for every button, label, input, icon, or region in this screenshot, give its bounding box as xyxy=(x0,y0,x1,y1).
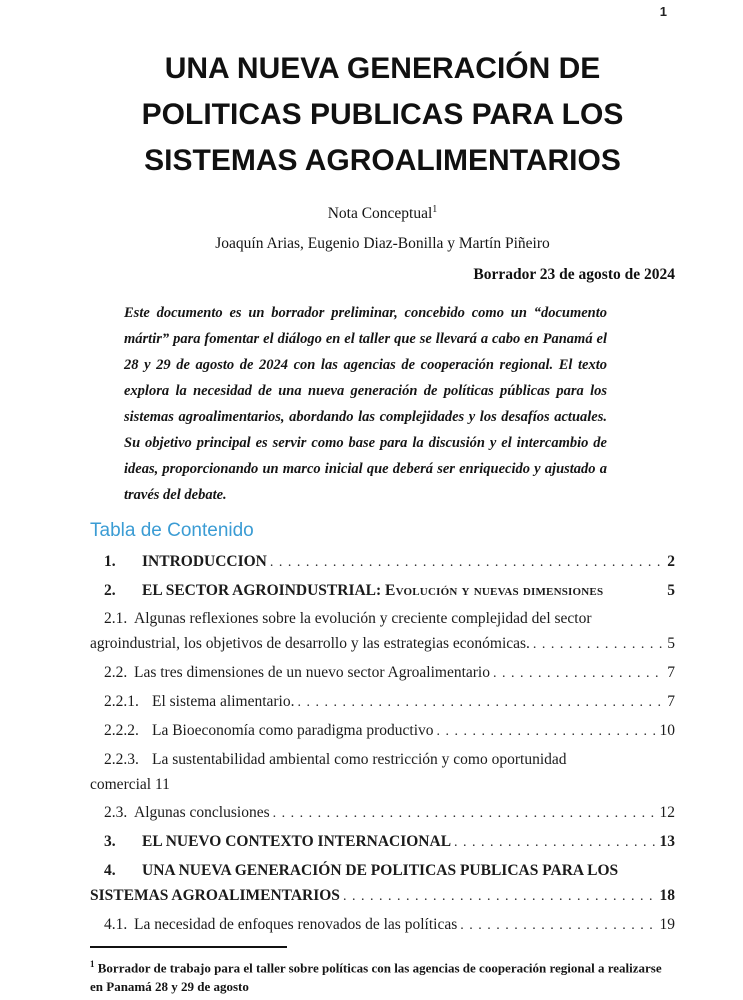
toc-entry-title-smallcaps: Evolución y nuevas dimensiones xyxy=(385,582,604,600)
table-of-contents xyxy=(90,549,675,938)
toc-entry-2-1[interactable] xyxy=(90,606,675,657)
toc-leader-dots xyxy=(493,660,664,686)
toc-entry-3[interactable] xyxy=(90,829,675,855)
toc-entry-title: La sustentabilidad ambiental como restricción y como oportunidad xyxy=(152,751,567,769)
toc-entry-page: 18 xyxy=(659,887,675,905)
toc-entry-4-1[interactable] xyxy=(90,912,675,938)
toc-entry-number: 2.2.1. xyxy=(104,693,139,711)
toc-entry-4[interactable] xyxy=(90,858,675,909)
toc-entry-title: Algunas conclusiones xyxy=(134,804,270,822)
toc-entry-title: La necesidad de enfoques renovados de las políticas xyxy=(134,916,458,934)
page-number: 1 xyxy=(659,4,667,19)
toc-entry-2-2[interactable] xyxy=(90,660,675,686)
toc-leader-dots xyxy=(460,912,656,938)
document-subtitle xyxy=(90,204,675,223)
abstract-paragraph: Este documento es un borrador preliminar, concebido como un “documento mártir” para fomentar el diálogo en el taller que se llevará a cabo en Panamá el 28 y 29 de agosto de 2024 con las agencias de cooperación regional. El texto explora la necesidad de una nueva generación de políticas públicas para los sistemas agroalimentarios, abordando las complejidades y los desafíos actuales. Su objetivo principal es servir como base para la discusión y el intercambio de ideas, proporcionando un marco inicial que deberá ser enriquecido y ajustado a través del debate. xyxy=(124,305,607,504)
toc-entry-2-3[interactable] xyxy=(90,800,675,826)
draft-date: Borrador 23 de agosto de 2024 xyxy=(473,266,675,284)
toc-entry-number: 2.1. xyxy=(104,610,128,628)
subtitle-text: Nota Conceptual xyxy=(327,205,433,223)
toc-entry-number: 2.2.2. xyxy=(104,722,139,740)
toc-entry-page: 13 xyxy=(659,833,675,851)
toc-leader-dots xyxy=(533,631,664,657)
toc-entry-2-2-2[interactable] xyxy=(90,718,675,744)
toc-entry-page: 2 xyxy=(667,553,675,571)
toc-leader-dots xyxy=(454,829,656,855)
toc-entry-number: 3. xyxy=(104,833,116,851)
toc-entry-number: 1. xyxy=(104,553,116,571)
toc-entry-page: 19 xyxy=(659,916,675,934)
footnote-body: Borrador de trabajo para el taller sobre políticas con las agencias de cooperación regional a realizarse en Panamá 28 y 29 de agosto xyxy=(90,960,662,995)
toc-entry-1[interactable] xyxy=(90,549,675,575)
toc-entry-number: 2.2. xyxy=(104,664,128,682)
document-title-line-3: SISTEMAS AGROALIMENTARIOS xyxy=(144,144,621,177)
footnote-separator-rule xyxy=(90,946,287,948)
toc-entry-number: 2. xyxy=(104,582,116,600)
document-title xyxy=(90,46,675,184)
footnote-area xyxy=(90,946,675,996)
toc-entry-title-main: EL SECTOR AGROINDUSTRIAL: xyxy=(142,582,386,600)
authors-line: Joaquín Arias, Eugenio Diaz-Bonilla y Martín Piñeiro xyxy=(215,235,550,253)
document-title-line-2: POLITICAS PUBLICAS PARA LOS xyxy=(141,98,624,131)
toc-entry-title-continued: agroindustrial, los objetivos de desarrollo y las estrategias económicas. xyxy=(90,635,530,653)
toc-entry-page: 10 xyxy=(659,722,675,740)
toc-entry-title: El sistema alimentario. xyxy=(152,693,295,711)
toc-entry-page: 12 xyxy=(659,804,675,822)
toc-entry-number: 4. xyxy=(104,862,116,880)
toc-entry-title-continued: SISTEMAS AGROALIMENTARIOS xyxy=(90,887,340,905)
footnote-text xyxy=(90,955,675,996)
toc-entry-title: La Bioeconomía como paradigma productivo xyxy=(152,722,434,740)
toc-entry-2-2-3[interactable] xyxy=(90,747,675,797)
toc-leader-dots xyxy=(437,718,657,744)
toc-leader-dots xyxy=(343,883,657,909)
toc-leader-dots xyxy=(297,689,664,715)
toc-entry-title: UNA NUEVA GENERACIÓN DE POLITICAS PUBLICAS PARA LOS xyxy=(142,862,619,880)
toc-entry-number: 2.3. xyxy=(104,804,128,822)
toc-entry-title: Las tres dimensiones de un nuevo sector Agroalimentario xyxy=(134,664,490,682)
document-title-line-1: UNA NUEVA GENERACIÓN DE xyxy=(164,52,601,85)
toc-entry-page: 5 xyxy=(667,582,675,600)
toc-entry-page: 5 xyxy=(667,635,675,653)
toc-entry-title-continued: comercial 11 xyxy=(90,776,170,794)
toc-entry-page: 7 xyxy=(667,664,675,682)
toc-entry-title xyxy=(142,578,603,603)
footnote-reference: 1 xyxy=(432,204,438,216)
toc-entry-number: 4.1. xyxy=(104,916,128,934)
toc-entry-page: 7 xyxy=(667,693,675,711)
toc-entry-2-2-1[interactable] xyxy=(90,689,675,715)
toc-entry-title: INTRODUCCION xyxy=(142,553,267,571)
toc-entry-title: EL NUEVO CONTEXTO INTERNACIONAL xyxy=(142,833,452,851)
toc-leader-dots xyxy=(270,549,664,575)
toc-entry-2[interactable] xyxy=(90,578,675,603)
toc-heading: Tabla de Contenido xyxy=(90,520,254,542)
toc-entry-number: 2.2.3. xyxy=(104,751,139,769)
footnote-marker: 1 xyxy=(90,959,95,969)
toc-leader-dots xyxy=(273,800,657,826)
toc-entry-title: Algunas reflexiones sobre la evolución y creciente complejidad del sector xyxy=(134,610,592,628)
